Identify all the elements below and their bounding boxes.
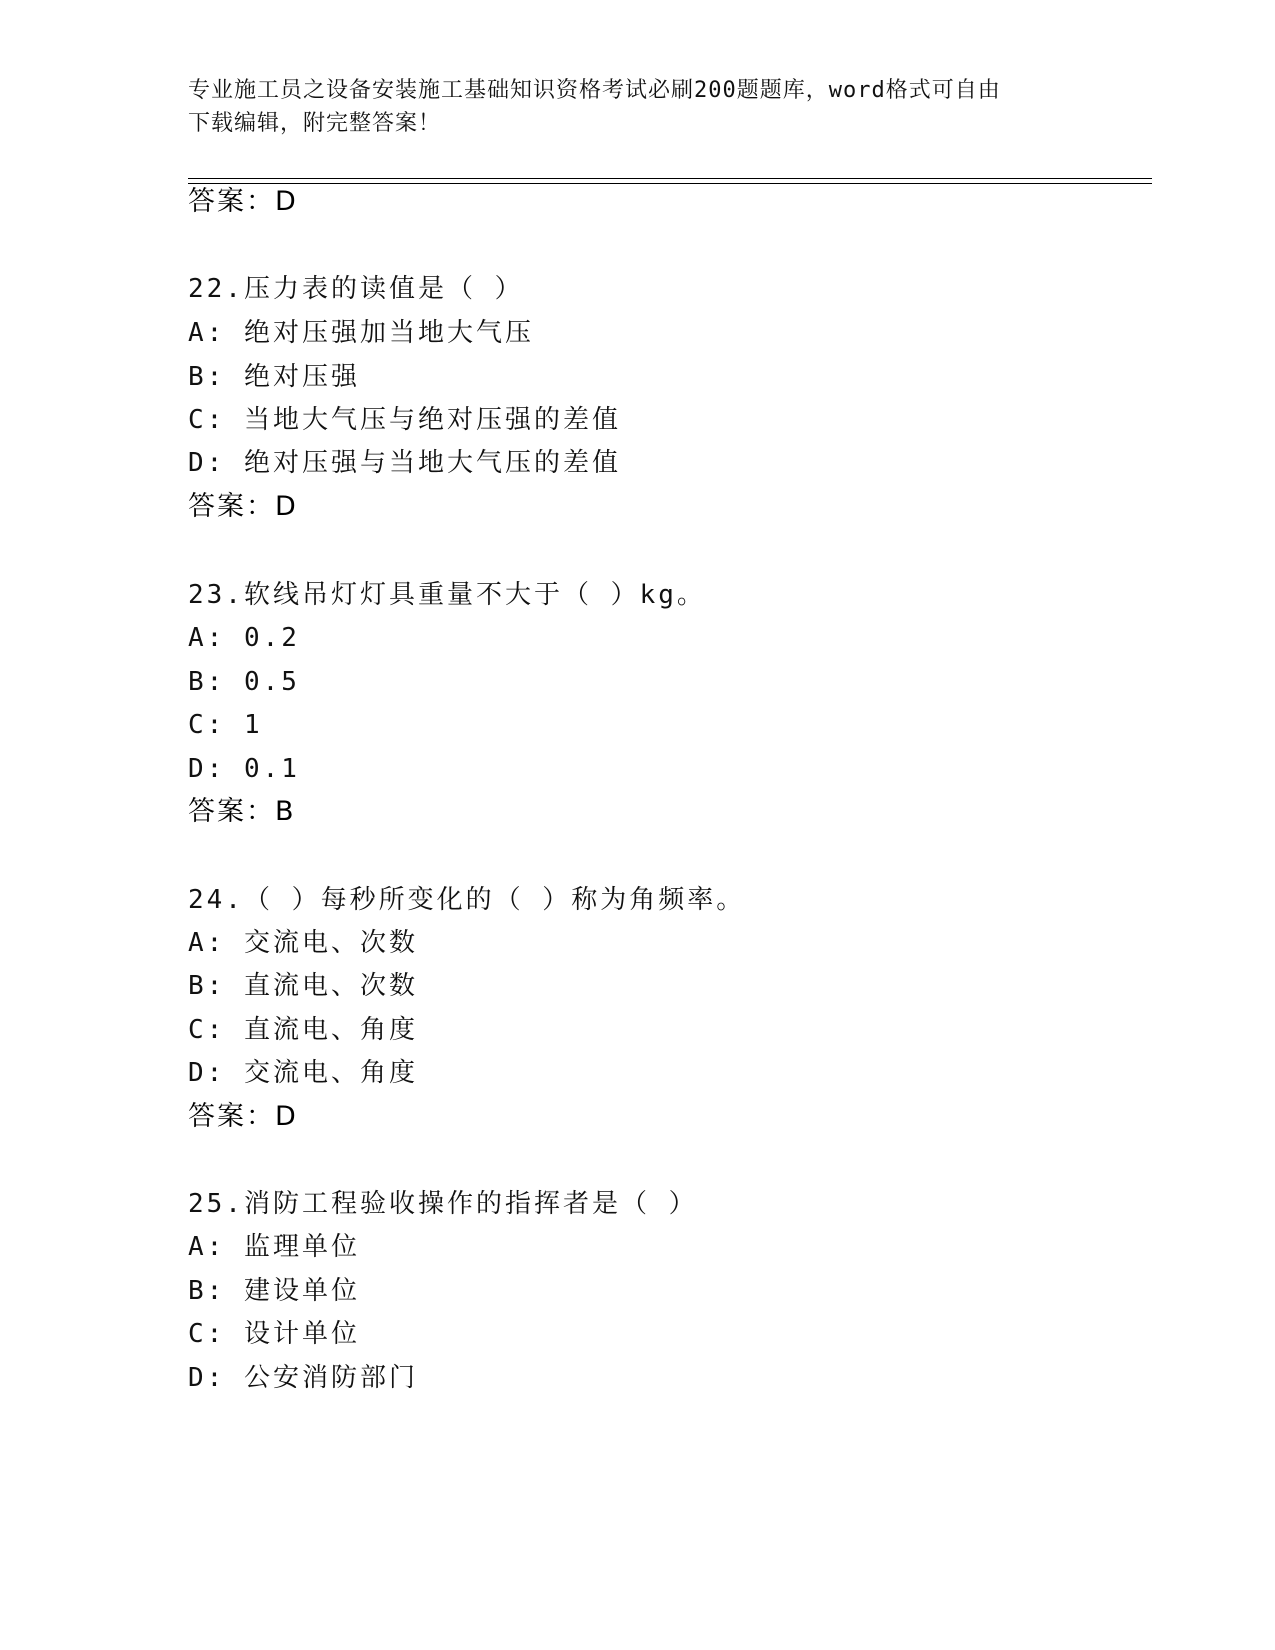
question-23-option-b: B: 0.5: [188, 667, 300, 697]
question-23-option-c: C: 1: [188, 710, 263, 740]
answer-24: 答案：D: [188, 1101, 298, 1132]
header-divider-top: [188, 178, 1152, 179]
question-22-option-c: C: 当地大气压与绝对压强的差值: [188, 405, 621, 435]
question-25-option-a: A: 监理单位: [188, 1232, 360, 1262]
question-24-stem: 24.（ ）每秒所变化的（ ）称为角频率。: [188, 885, 746, 915]
document-header: [188, 74, 1088, 140]
question-22-option-a: A: 绝对压强加当地大气压: [188, 318, 534, 348]
answer-22: 答案：D: [188, 491, 298, 522]
answer-21: 答案：D: [188, 186, 298, 217]
header-line-2: 下载编辑，附完整答案！: [188, 111, 442, 136]
question-23-stem: 23.软线吊灯灯具重量不大于（ ）kg。: [188, 580, 706, 610]
question-23-option-a: A: 0.2: [188, 623, 300, 653]
question-25-option-b: B: 建设单位: [188, 1276, 360, 1306]
question-22-stem: 22.压力表的读值是（ ）: [188, 274, 524, 304]
question-24-option-d: D: 交流电、角度: [188, 1058, 418, 1088]
question-24-option-b: B: 直流电、次数: [188, 971, 418, 1001]
question-23-option-d: D: 0.1: [188, 754, 300, 784]
question-25-option-c: C: 设计单位: [188, 1319, 360, 1349]
question-22-option-b: B: 绝对压强: [188, 362, 360, 392]
header-divider-bottom: [188, 183, 1152, 184]
question-25-option-d: D: 公安消防部门: [188, 1363, 418, 1393]
question-25-stem: 25.消防工程验收操作的指挥者是（ ）: [188, 1189, 698, 1219]
question-24-option-c: C: 直流电、角度: [188, 1015, 418, 1045]
question-24-option-a: A: 交流电、次数: [188, 928, 418, 958]
answer-23: 答案：B: [188, 796, 296, 827]
question-22-option-d: D: 绝对压强与当地大气压的差值: [188, 448, 621, 478]
header-line-1: 专业施工员之设备安装施工基础知识资格考试必刷200题题库，word格式可自由: [188, 78, 1001, 103]
